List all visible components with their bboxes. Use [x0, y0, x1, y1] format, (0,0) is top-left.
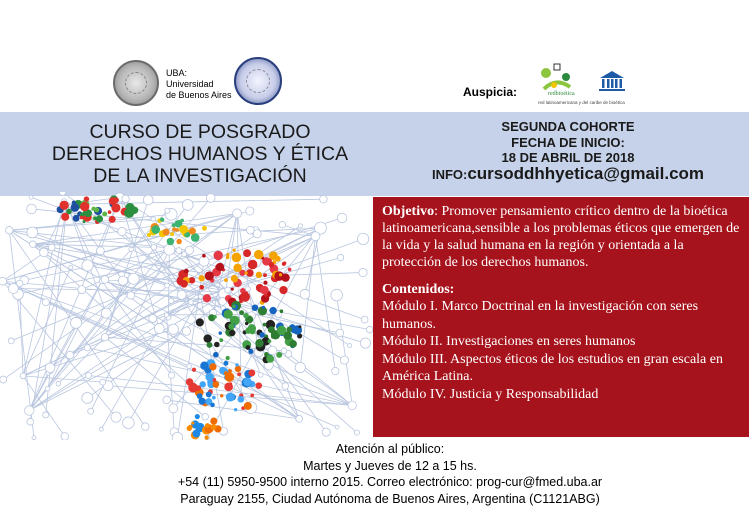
course-title-line: DERECHOS HUMANOS Y ÉTICA: [51, 143, 349, 165]
auspicia-label: Auspicia:: [463, 85, 518, 99]
objetivo-label: Objetivo: [382, 204, 435, 219]
objetivo-paragraph: [382, 203, 741, 271]
cohort-info: [398, 119, 738, 182]
module-item: Módulo III. Aspectos éticos de los estudios en gran escala en América Latina.: [382, 351, 723, 385]
latin-america-network-map-icon: [0, 192, 380, 440]
course-title: [40, 121, 360, 187]
start-date: 18 DE ABRIL DE 2018: [501, 150, 635, 165]
module-item: Módulo I. Marco Doctrinal en la investigación con seres humanos.: [382, 299, 699, 332]
info-email: cursoddhhyetica@gmail.com: [467, 163, 705, 183]
facultad-medicina-seal-icon: [234, 57, 282, 105]
module-item: Módulo II. Investigaciones en seres humanos: [382, 334, 636, 350]
uba-line: de Buenos Aires: [166, 90, 232, 100]
course-title-line: CURSO DE POSGRADO: [89, 121, 311, 143]
uba-line: Universidad: [166, 79, 214, 89]
footer-line: +54 (11) 5950-9500 interno 2015. Correo electrónico: prog-cur@fmed.uba.ar: [177, 475, 603, 489]
redbioetica-subtitle: red latinoamericana y del caribe de bioética: [538, 100, 625, 105]
module-item: Módulo IV. Justicia y Responsabilidad: [382, 386, 599, 402]
unesco-temple-icon: [598, 70, 626, 92]
cohort-label: SEGUNDA COHORTE: [501, 119, 635, 134]
contenidos-heading: Contenidos:: [382, 282, 455, 297]
uba-name: [166, 68, 232, 101]
info-label: INFO:: [431, 166, 468, 182]
contact-footer: [80, 441, 700, 507]
content-box: [373, 197, 749, 437]
uba-line: UBA:: [166, 68, 188, 78]
redbioetica-name: redbioética: [548, 91, 575, 97]
modules-list: [382, 298, 741, 404]
uba-seal-icon: [113, 60, 159, 106]
objetivo-text: : Promover pensamiento crítico dentro de la bioética latinoamericana,sensible a los problemas éticos que emergen de la vida y la salud humana en la región y orientada a la protección de los derechos humanos.: [382, 204, 740, 270]
footer-line: Paraguay 2155, Ciudad Autónoma de Buenos Aires, Argentina (C1121ABG): [180, 491, 600, 506]
info-line: [398, 163, 738, 183]
footer-line: Martes y Jueves de 12 a 15 hs.: [303, 458, 477, 473]
course-title-line: DE LA INVESTIGACIÓN: [93, 165, 307, 187]
start-date-label: FECHA DE INICIO:: [511, 134, 625, 150]
footer-line: Atención al público:: [335, 442, 445, 456]
